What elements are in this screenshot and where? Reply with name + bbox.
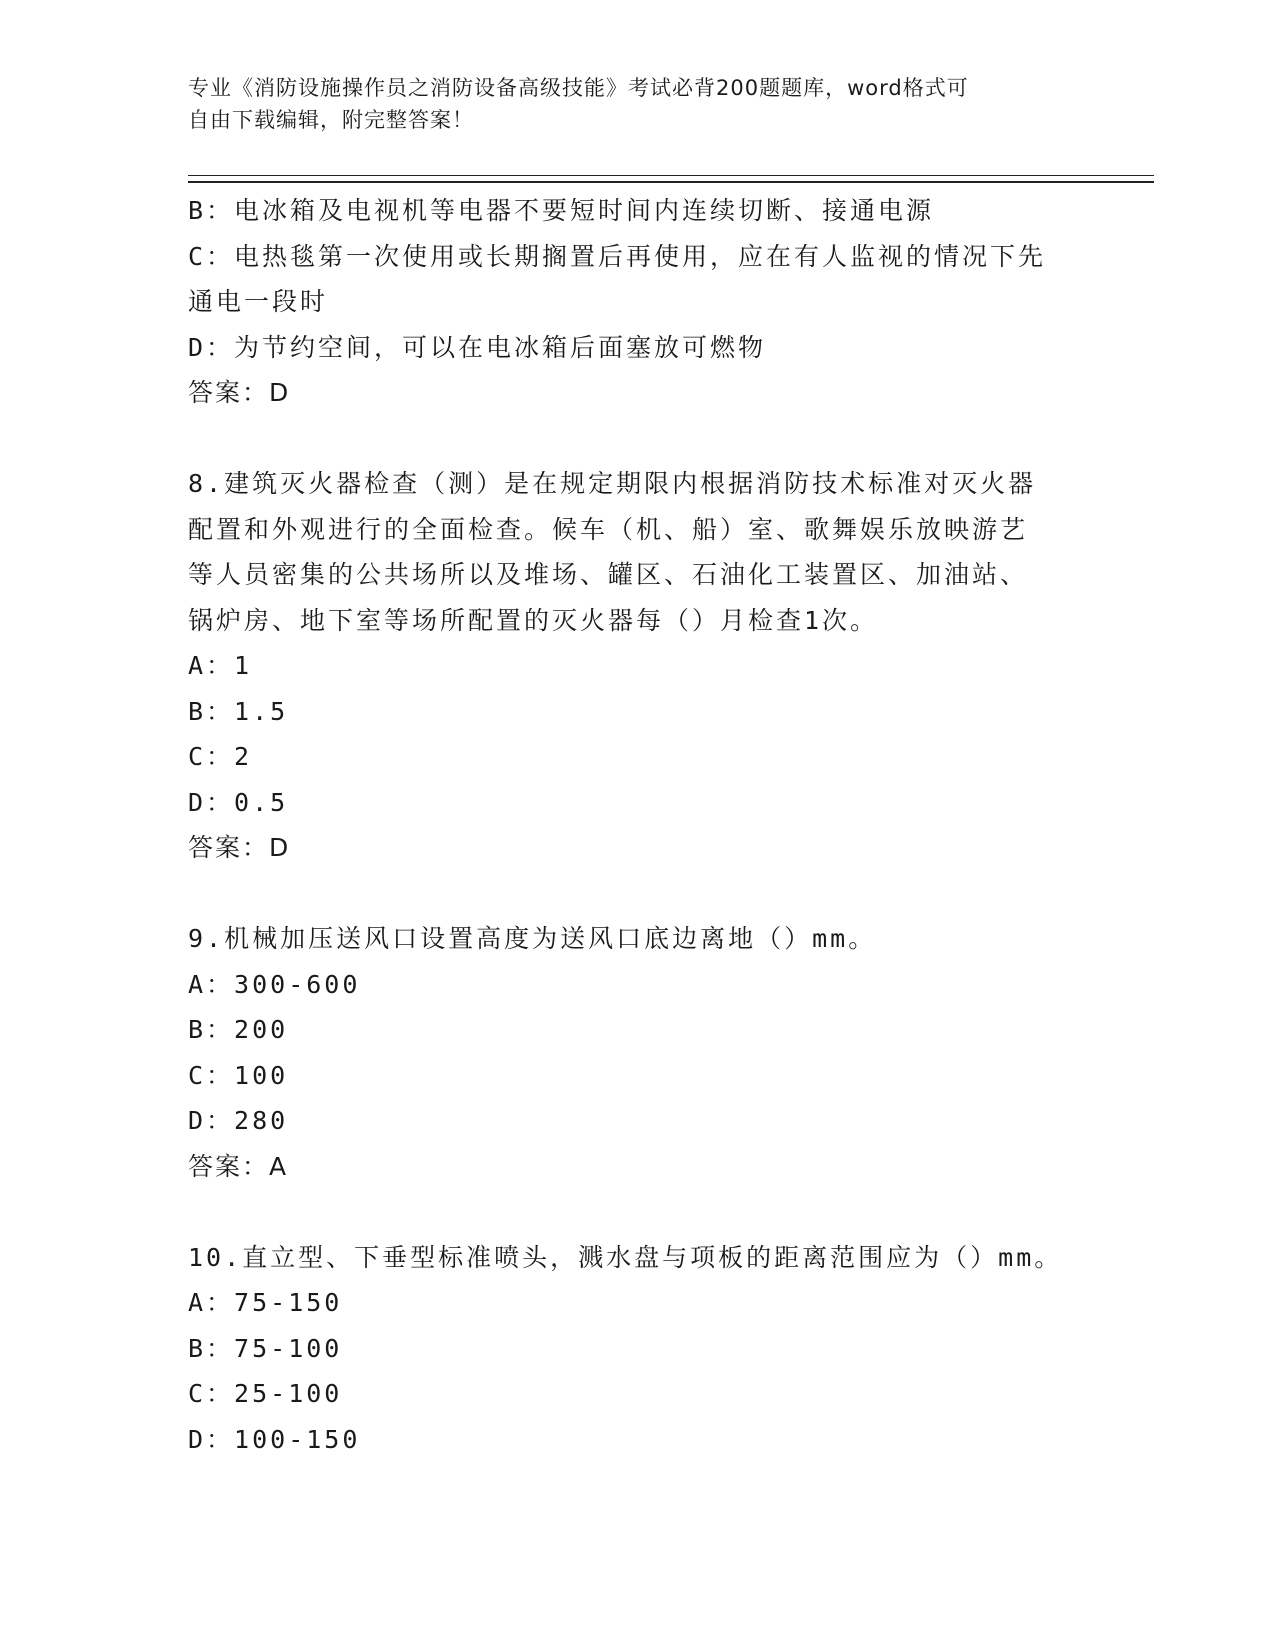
option-d: D：100-150 bbox=[188, 1424, 361, 1454]
option-b: B：75-100 bbox=[188, 1333, 343, 1363]
question-stem-line: 9.机械加压送风口设置高度为送风口底边离地（）mm。 bbox=[188, 924, 877, 953]
answer: 答案：D bbox=[188, 378, 291, 407]
question-10 bbox=[188, 1235, 1088, 1463]
spacer bbox=[188, 871, 1088, 917]
document-header bbox=[188, 72, 1068, 136]
header-line-1: 专业《消防设施操作员之消防设备高级技能》考试必背200题题库，word格式可 bbox=[188, 76, 969, 100]
document-body bbox=[188, 188, 1088, 1462]
option-d: D：为节约空间，可以在电冰箱后面塞放可燃物 bbox=[188, 332, 767, 362]
answer: 答案：D bbox=[188, 833, 291, 862]
spacer bbox=[188, 1189, 1088, 1235]
option-a: A：1 bbox=[188, 651, 253, 680]
question-stem-line: 8.建筑灭火器检查（测）是在规定期限内根据消防技术标准对灭火器 bbox=[188, 469, 1037, 498]
question-7-continued bbox=[188, 188, 1088, 416]
option-b: B：电冰箱及电视机等电器不要短时间内连续切断、接通电源 bbox=[188, 196, 935, 225]
option-a: A：75-150 bbox=[188, 1288, 343, 1317]
question-stem-line: 锅炉房、地下室等场所配置的灭火器每（）月检查1次。 bbox=[188, 605, 879, 635]
option-b: B：1.5 bbox=[188, 696, 289, 726]
question-stem-line: 等人员密集的公共场所以及堆场、罐区、石油化工装置区、加油站、 bbox=[188, 560, 1029, 589]
header-divider-thick bbox=[188, 181, 1154, 183]
option-c: C：25-100 bbox=[188, 1379, 343, 1408]
answer: 答案：A bbox=[188, 1151, 289, 1181]
question-9 bbox=[188, 916, 1088, 1189]
question-stem-line: 配置和外观进行的全面检查。候车（机、船）室、歌舞娱乐放映游艺 bbox=[188, 514, 1029, 544]
option-d: D：280 bbox=[188, 1106, 289, 1135]
question-stem-line: 10.直立型、下垂型标准喷头，溅水盘与项板的距离范围应为（）mm。 bbox=[188, 1242, 1063, 1272]
option-c: C：电热毯第一次使用或长期搁置后再使用，应在有人监视的情况下先 bbox=[188, 241, 1047, 271]
header-line-2: 自由下载编辑，附完整答案！ bbox=[188, 108, 474, 132]
spacer bbox=[188, 416, 1088, 462]
option-d: D：0.5 bbox=[188, 787, 289, 817]
question-8 bbox=[188, 461, 1088, 871]
option-b: B：200 bbox=[188, 1015, 289, 1044]
option-c: C：2 bbox=[188, 742, 253, 771]
header-divider-thin bbox=[188, 175, 1154, 176]
option-c: C：100 bbox=[188, 1060, 289, 1090]
option-a: A：300-600 bbox=[188, 969, 361, 999]
option-c-continued: 通电一段时 bbox=[188, 287, 329, 316]
